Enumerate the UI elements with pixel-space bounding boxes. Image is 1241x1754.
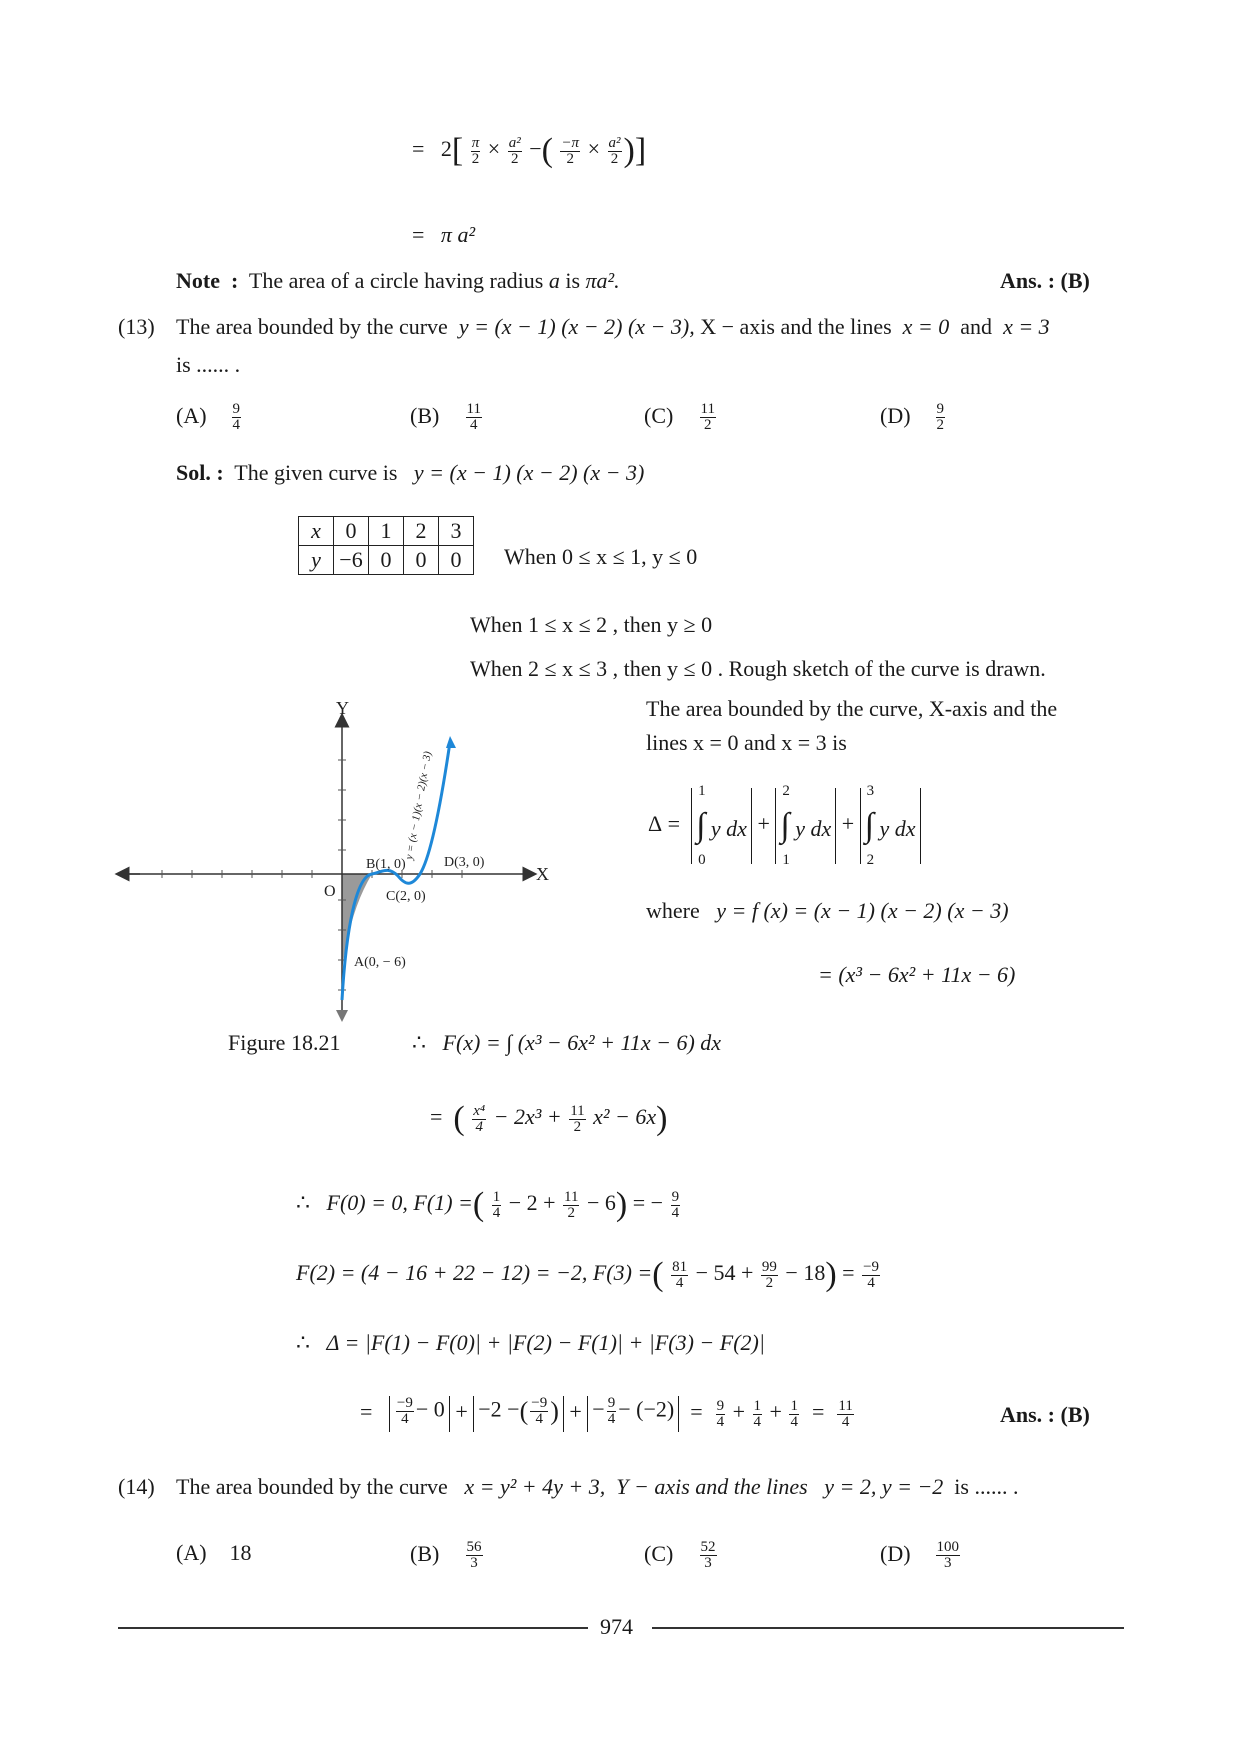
table-row: y −6 0 0 0 — [299, 546, 474, 575]
q14-option-a: (A) 18 — [176, 1540, 252, 1565]
q13-option-d: (D) $\frac{9}{2}$ — [880, 401, 944, 433]
when-line-2: When 1 ≤ x ≤ 2 , then y ≥ 0 — [470, 612, 713, 637]
integral-2: 2 1 ∫ y dx — [775, 788, 836, 864]
point-a-label: A(0, − 6) — [354, 955, 406, 970]
point-d-label: D(3, 0) — [444, 855, 485, 870]
footer-rule-right — [652, 1627, 1124, 1629]
q13-curve: y = (x − 1) (x − 2) (x − 3), — [458, 314, 695, 339]
note-text: The area of a circle having radius — [248, 268, 544, 293]
pi-a-squared: π a² — [440, 222, 476, 247]
fraction: $\frac{-\pi}{2}$ — [561, 134, 580, 167]
table-row: x 0 1 2 3 — [299, 517, 474, 546]
q13-answer: Ans. : (B) — [1000, 1402, 1090, 1427]
fraction: $\frac{\text{a²}}{2}$ — [608, 134, 621, 167]
note-answer: Ans. : (B) — [1000, 268, 1090, 293]
x-axis-label: X — [536, 864, 549, 884]
Fx-definition: ∴ F(x) = ∫ (x³ − 6x² + 11x − 6) dx — [412, 1030, 722, 1055]
origin-label: O — [324, 883, 336, 900]
q13-number: (13) — [118, 314, 155, 339]
note-line: Note : The area of a circle having radius a is πa². — [176, 268, 620, 293]
delta-integral: Δ = 1 0 ∫ y dx + 2 1 ∫ y dx + 3 2 ∫ y dx — [648, 788, 921, 864]
fraction: $\frac{\text{a²}}{2}$ — [508, 134, 521, 167]
q14-option-c: (C) $\frac{52}{3}$ — [644, 1539, 716, 1571]
F0-F1-line: ∴ F(0) = 0, F(1) =( $\frac{1}{4}$ − 2 + $\frac{11}{2}$ − 6) = − $\frac{9}{4}$ — [296, 1186, 680, 1223]
sol-label: Sol. : — [176, 460, 224, 485]
q14-text: The area bounded by the curve x = y² + 4y + 3, Y − axis and the lines y = 2, y = −2 is ...... . — [176, 1474, 1019, 1499]
page-number: 974 — [600, 1614, 633, 1639]
point-c-label: C(2, 0) — [386, 889, 426, 904]
values-table — [298, 516, 474, 575]
top-calc-line2: = π a² — [412, 222, 476, 247]
top-calc-line1: = 2[ $\frac{\pi}{2}$ × $\frac{\text{a²}}{2}$ −( $\frac{-\pi}{2}$ × $\frac{\text{a²}}{2}$ )] — [412, 132, 647, 169]
q14-option-d: (D) $\frac{100}{3}$ — [880, 1539, 959, 1571]
F2-F3-line: F(2) = (4 − 16 + 22 − 12) = −2, F(3) =( $\frac{81}{4}$ − 54 + $\frac{99}{2}$ − 18) = $\frac{-9}{4}$ — [296, 1256, 880, 1293]
footer-rule-left — [118, 1627, 588, 1629]
figure-18-21 — [110, 700, 570, 1030]
Fx-result: = ( $\frac{\text{x⁴}}{4}$ − 2x³ + $\frac{11}{2}$ x² − 6x) — [430, 1100, 668, 1137]
integral-1: 1 0 ∫ y dx — [691, 788, 752, 864]
q14-option-b: (B) $\frac{56}{3}$ — [410, 1539, 482, 1571]
area-text-1: The area bounded by the curve, X-axis and the — [646, 696, 1058, 721]
point-b-label: B(1, 0) — [366, 857, 406, 872]
fx-expanded: = (x³ − 6x² + 11x − 6) — [818, 962, 1016, 987]
area-text-2: lines x = 0 and x = 3 is — [646, 730, 847, 755]
q13-option-a: (A) $\frac{9}{4}$ — [176, 401, 240, 433]
coef: 2 — [440, 136, 452, 162]
y-axis-label: Y — [336, 700, 349, 718]
figure-caption: Figure 18.21 — [228, 1030, 341, 1055]
final-computation: = $\frac{-9}{4}$ − 0 + −2 −( $\frac{-9}{4}$ ) + − $\frac{9}{4}$ − (−2) = $\frac{9}{4}$ + $\frac{1}{4}$ + $\frac{1}{4}$ = $\frac{11}{4}$ — [360, 1396, 856, 1432]
when-line-1: When 0 ≤ x ≤ 1, y ≤ 0 — [504, 544, 698, 569]
sol-line: Sol. : The given curve is y = (x − 1) (x − 2) (x − 3) — [176, 460, 645, 485]
q13-option-b: (B) $\frac{11}{4}$ — [410, 401, 481, 433]
delta-expression: ∴ Δ = |F(1) − F(0)| + |F(2) − F(1)| + |F(3) − F(2)| — [296, 1330, 765, 1355]
eq-sign: = — [412, 136, 425, 162]
integral-3: 3 2 ∫ y dx — [860, 788, 921, 864]
q13-option-c: (C) $\frac{11}{2}$ — [644, 401, 715, 433]
q14-number: (14) — [118, 1474, 155, 1499]
q13-text-cont: is ...... . — [176, 352, 241, 377]
where-line: where y = f (x) = (x − 1) (x − 2) (x − 3) — [646, 898, 1009, 923]
curve-label: y = (x − 1)(x − 2)(x − 3) — [403, 750, 435, 861]
q13-text: The area bounded by the curve y = (x − 1) (x − 2) (x − 3), X − axis and the lines x = 0 and x = 3 — [176, 314, 1050, 339]
fraction: $\frac{\pi}{2}$ — [471, 134, 480, 167]
when-line-3: When 2 ≤ x ≤ 3 , then y ≤ 0 . Rough sketch of the curve is drawn. — [470, 656, 1046, 681]
note-label: Note — [176, 268, 220, 293]
